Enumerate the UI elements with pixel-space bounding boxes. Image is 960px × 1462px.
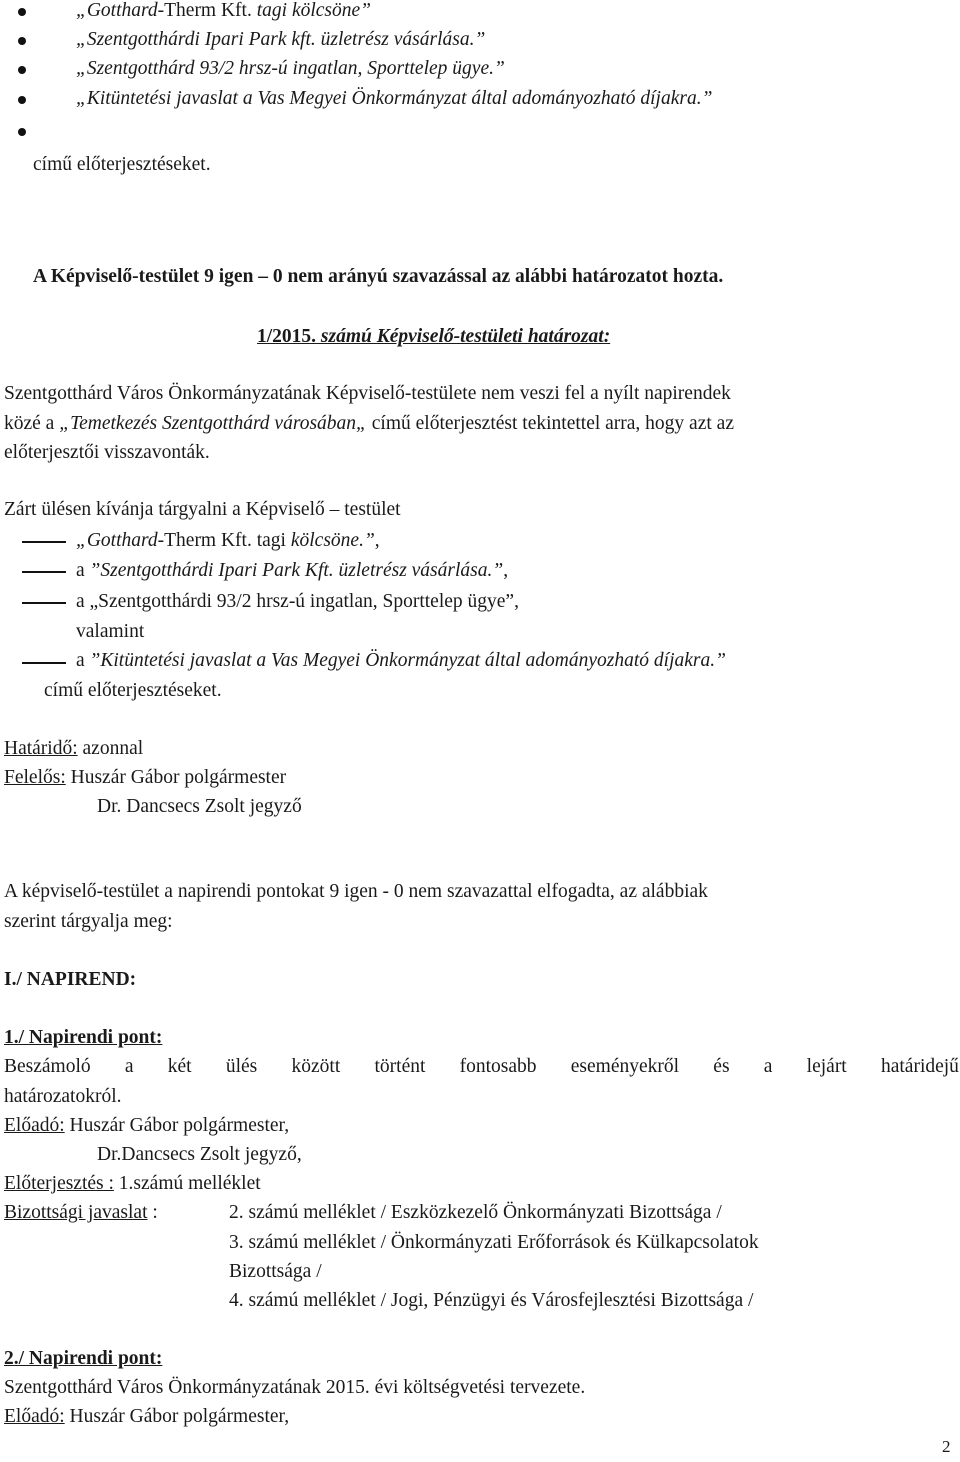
agenda-accept-line-2: szerint tárgyalja meg: [4,911,173,932]
list-dash [22,571,66,573]
description-word: lejárt [806,1056,847,1077]
resolution-title: 1/2015. számú Képviselő-testületi határozat: [257,326,611,347]
agenda-point-2-presenter: Előadó: Huszár Gábor polgármester, [4,1406,290,1427]
description-word: történt [374,1056,426,1077]
description-word: a [763,1056,773,1077]
bullet-dot [18,96,26,104]
description-word: két [167,1056,192,1077]
responsible-line: Felelős: Huszár Gábor polgármester [4,767,287,788]
valamint-text: valamint [76,621,145,642]
description-word: ülés [225,1056,258,1077]
list-dash [22,662,66,664]
agenda-point-1-proposal: Előterjesztés : 1.számú melléklet [4,1173,261,1194]
agenda-point-1-presenter: Előadó: Huszár Gábor polgármester, [4,1115,290,1136]
description-word: és [713,1056,730,1077]
deadline-line: Határidő: azonnal [4,738,144,759]
list-dash [22,602,66,604]
closed-item-4: a ”Kitüntetési javaslat a Vas Megyei Önkormányzat által adományozható díjakra.” [76,650,726,671]
resolution-line-3: előterjesztői visszavonták. [4,442,210,463]
closed-item-2: a ”Szentgotthárdi Ipari Park Kft. üzletrész vásárlása.”, [76,560,509,581]
closed-session-intro: Zárt ülésen kívánja tárgyalni a Képviselő – testület [4,499,401,520]
agenda-point-1-description-2: határozatokról. [4,1086,122,1107]
agenda-accept-line-1: A képviselő-testület a napirendi pontokat 9 igen - 0 nem szavazattal elfogadta, az alábbiak [4,881,708,902]
description-word: Beszámoló [4,1056,91,1077]
committee-proposal-2: 3. számú melléklet / Önkormányzati Erőforrások és Külkapcsolatok [229,1232,759,1253]
committee-proposal-1: 2. számú melléklet / Eszközkezelő Önkormányzati Bizottsága / [229,1202,722,1223]
bullet-item-3: „Szentgotthárd 93/2 hrsz-ú ingatlan, Sporttelep ügye.” [76,58,505,79]
resolution-line-1: Szentgotthárd Város Önkormányzatának Képviselő-testülete nem veszi fel a nyílt napirendek [4,383,731,404]
bullet-dot [18,128,26,136]
description-word: határidejű [880,1056,959,1077]
vote-heading: A Képviselő-testület 9 igen – 0 nem arányú szavazással az alábbi határozatot hozta. [33,266,724,287]
description-word: eseményekről [570,1056,680,1077]
bullet-item-2: „Szentgotthárdi Ipari Park kft. üzletrész vásárlása.” [76,29,486,50]
agenda-point-1-presenter-2: Dr.Dancsecs Zsolt jegyző, [97,1144,302,1165]
agenda-point-1-description [4,1057,959,1077]
bullet-dot [18,37,26,45]
agenda-point-1-committee-label: Bizottsági javaslat : [4,1202,158,1223]
agenda-point-2-description: Szentgotthárd Város Önkormányzatának 2015. évi költségvetési tervezete. [4,1377,586,1398]
closed-item-1: „Gotthard-Therm Kft. tagi kölcsöne.”, [76,530,380,551]
page-number: 2 [942,1437,951,1456]
resolution-line-2: közé a „Temetkezés Szentgotthárd városában„ című előterjesztést tekintettel arra, hogy azt az [4,413,734,434]
description-word: a [124,1056,134,1077]
committee-proposal-3: 4. számú melléklet / Jogi, Pénzügyi és Városfejlesztési Bizottsága / [229,1290,754,1311]
cimu-eloterjesztes-2: című előterjesztéseket. [44,680,222,701]
closed-item-3: a „Szentgotthárdi 93/2 hrsz-ú ingatlan, Sporttelep ügye”, [76,591,519,612]
bullet-dot [18,8,26,16]
bullet-item-1: „Gotthard-Therm Kft. tagi kölcsöne” [76,0,372,21]
cimu-eloterjesztes-1: című előterjesztéseket. [33,154,211,175]
description-word: fontosabb [459,1056,537,1077]
bullet-item-4: „Kitüntetési javaslat a Vas Megyei Önkormányzat által adományozható díjakra.” [76,88,713,109]
committee-proposal-2b: Bizottsága / [229,1261,322,1282]
agenda-point-2-label: 2./ Napirendi pont: [4,1348,163,1369]
list-dash [22,541,66,543]
agenda-point-1-label: 1./ Napirendi pont: [4,1027,163,1048]
section-title: I./ NAPIREND: [4,969,137,990]
bullet-dot [18,66,26,74]
responsible-line-2: Dr. Dancsecs Zsolt jegyző [97,796,302,817]
description-word: között [291,1056,341,1077]
